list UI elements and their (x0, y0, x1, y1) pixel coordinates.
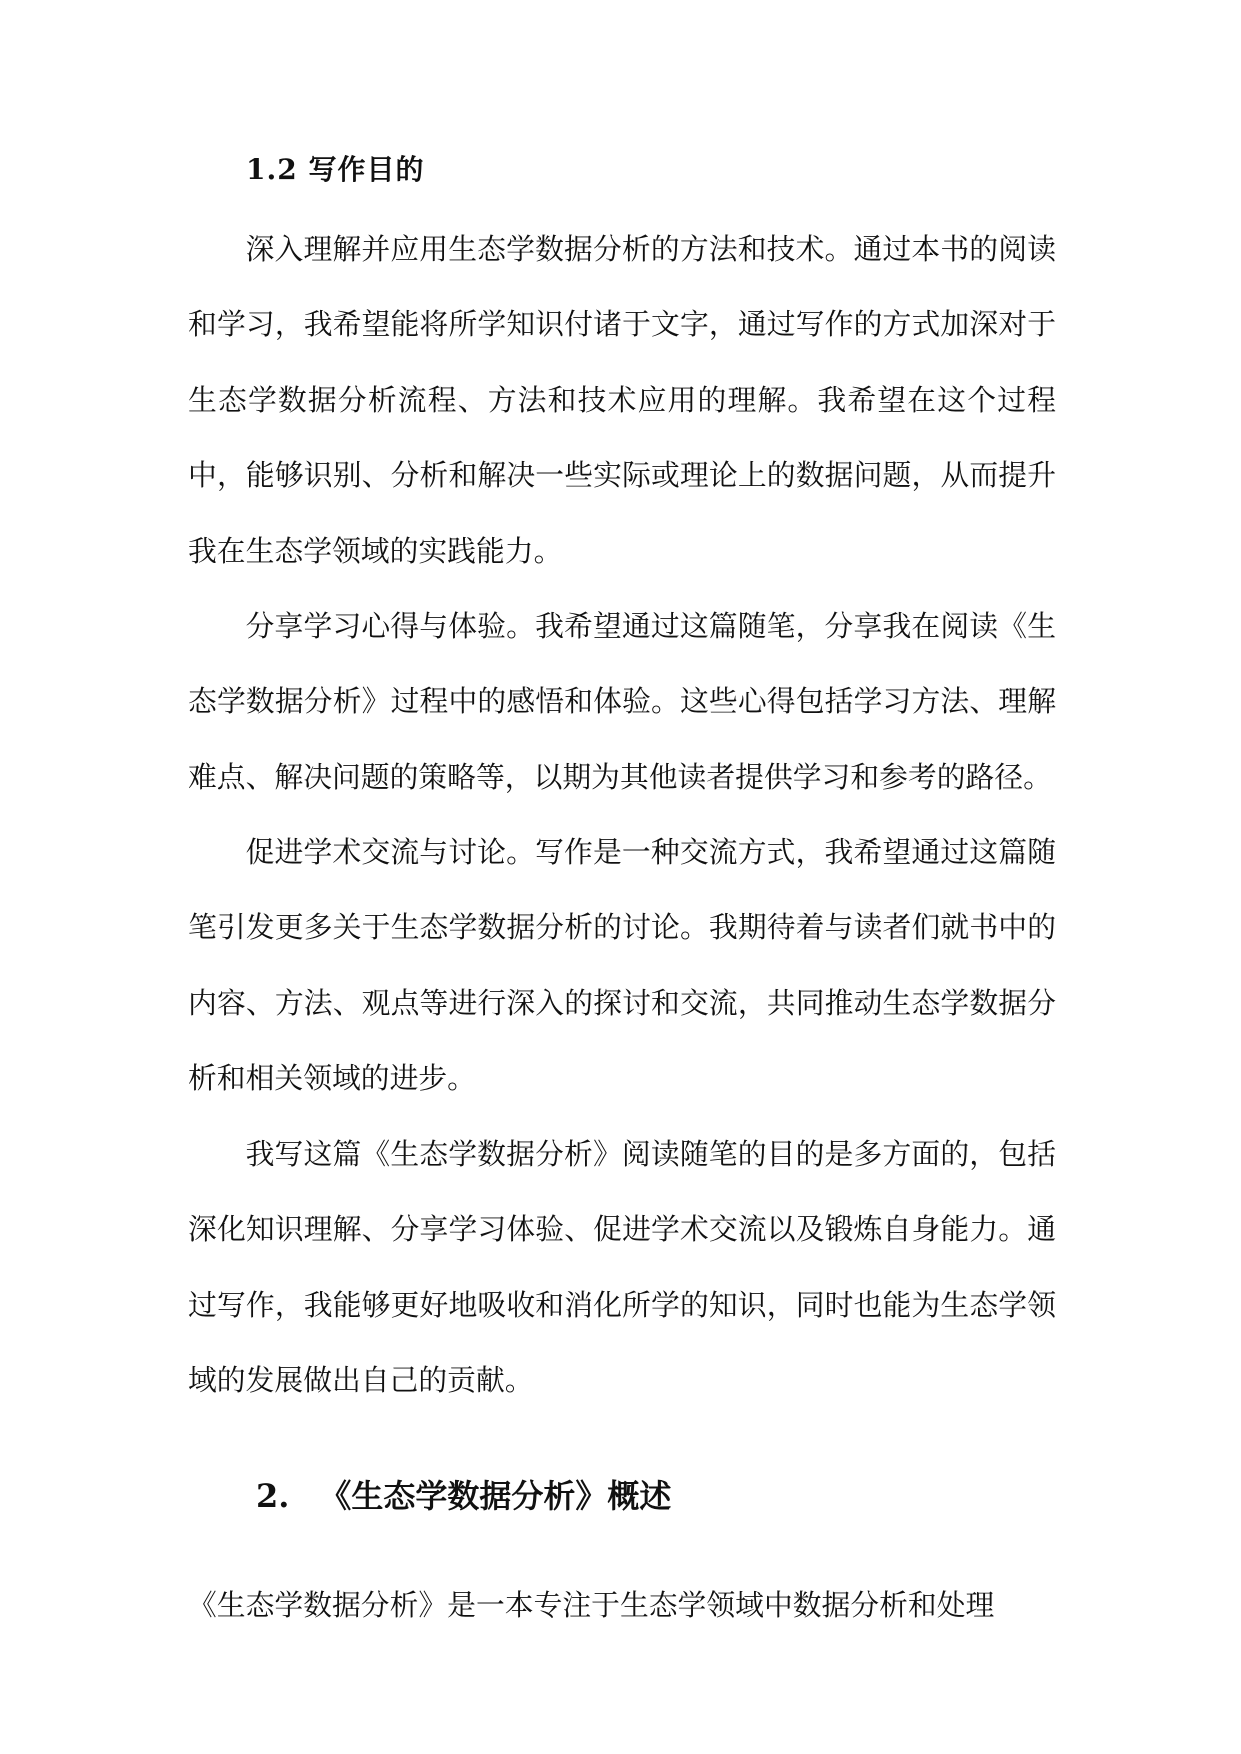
paragraph-purpose-sharing: 分享学习心得与体验。我希望通过这篇随笔，分享我在阅读《生态学数据分析》过程中的感悟和体验。这些心得包括学习方法、理解难点、解决问题的策略等，以期为其他读者提供学习和参考的路径。 (188, 609, 1056, 794)
paragraph-purpose-summary: 我写这篇《生态学数据分析》阅读随笔的目的是多方面的，包括深化知识理解、分享学习体验、促进学术交流以及锻炼自身能力。通过写作，我能够更好地吸收和消化所学的知识，同时也能为生态学领域的发展做出自己的贡献。 (188, 1137, 1056, 1398)
section-number: 2. (256, 1477, 290, 1515)
paragraph-overview: 《生态学数据分析》是一本专注于生态学领域中数据分析和处理 (188, 1588, 995, 1622)
section-title: 《生态学数据分析》概述 (319, 1477, 672, 1515)
section-heading-1-2: 1.2 写作目的 (246, 153, 425, 186)
paragraph-purpose-exchange: 促进学术交流与讨论。写作是一种交流方式，我希望通过这篇随笔引发更多关于生态学数据分析的讨论。我期待着与读者们就书中的内容、方法、观点等进行深入的探讨和交流，共同推动生态学数据分析和相关领域的进步。 (188, 835, 1056, 1096)
section-heading-2 (256, 1474, 671, 1518)
paragraph-purpose-understanding: 深入理解并应用生态学数据分析的方法和技术。通过本书的阅读和学习，我希望能将所学知识付诸于文字，通过写作的方式加深对于生态学数据分析流程、方法和技术应用的理解。我希望在这个过程中，能够识别、分析和解决一些实际或理论上的数据问题，从而提升我在生态学领域的实践能力。 (188, 232, 1056, 568)
